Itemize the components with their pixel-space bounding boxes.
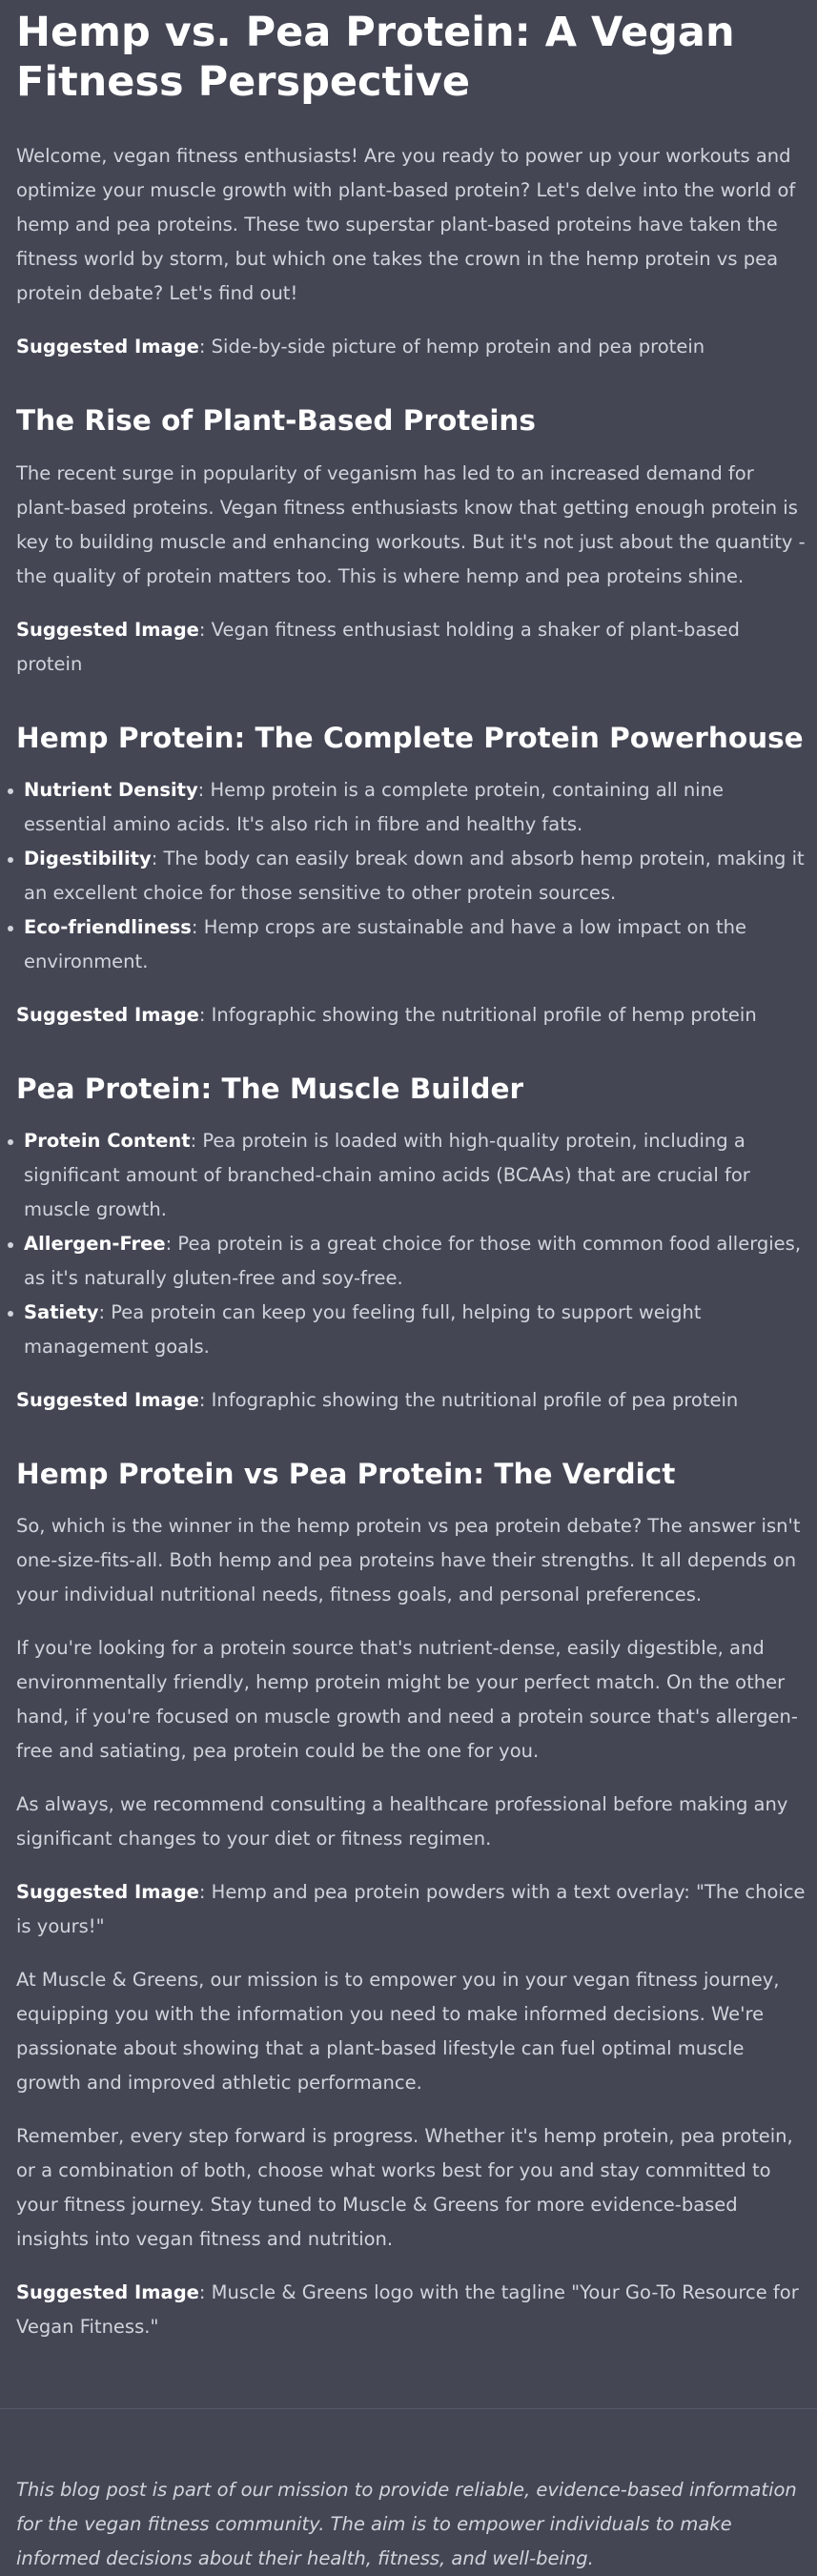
list-item-term: Allergen-Free — [24, 1233, 166, 1255]
section-heading-rise: The Rise of Plant-Based Proteins — [16, 404, 536, 437]
divider — [0, 2408, 817, 2409]
list-item-text: : Pea protein can keep you feeling full, helping to support weight management goals. — [24, 1301, 702, 1358]
list-item-text: : Pea protein is a great choice for those with common food allergies, as it's naturally gluten-free and soy-free. — [24, 1233, 802, 1289]
hemp-benefits-list — [16, 773, 806, 979]
list-item — [16, 1296, 806, 1364]
list-item-term: Digestibility — [24, 848, 152, 869]
suggested-image-text: : Infographic showing the nutritional profile of hemp protein — [198, 1004, 757, 1026]
rise-paragraph: The recent surge in popularity of veganism has led to an increased demand for plant-based proteins. Vegan fitness enthusiasts know that getting enough protein is key to building muscle and enhancing workouts. But it's not just about the quantity - the quality of protein matters too. This is where hemp and pea proteins shine. — [16, 462, 806, 587]
article-title: Hemp vs. Pea Protein: A Vegan Fitness Perspective — [16, 9, 735, 106]
list-item-term: Eco-friendliness — [24, 916, 192, 938]
suggested-image-3 — [16, 998, 806, 1032]
suggested-image-4 — [16, 1383, 806, 1418]
suggested-image-text: : Infographic showing the nutritional profile of pea protein — [198, 1389, 739, 1411]
list-item-term: Nutrient Density — [24, 779, 198, 801]
suggested-image-label: Suggested Image — [16, 619, 199, 641]
intro-paragraph: Welcome, vegan fitness enthusiasts! Are you ready to power up your workouts and optimize your muscle growth with plant-based protein? Let's delve into the world of hemp and pea proteins. These two superstar plant-based proteins have taken the fitness world by storm, but which one takes the crown in the hemp protein vs pea protein debate? Let's find out! — [16, 145, 796, 304]
closing-paragraph-2: Remember, every step forward is progress. Whether it's hemp protein, pea protein, or a combination of both, choose what works best for you and stay committed to your fitness journey. Stay tuned to Muscle & Greens for more evidence-based insights into vegan fitness and nutrition. — [16, 2125, 793, 2250]
verdict-paragraph-1: So, which is the winner in the hemp protein vs pea protein debate? The answer isn't one-size-fits-all. Both hemp and pea proteins have their strengths. It all depends on your individual nutritional needs, fitness goals, and personal preferences. — [16, 1515, 801, 1605]
list-item-text: : The body can easily break down and absorb hemp protein, making it an excellent choice for those sensitive to other protein sources. — [24, 848, 805, 904]
list-item-text: : Hemp crops are sustainable and have a low impact on the environment. — [24, 916, 746, 972]
footer-note: This blog post is part of our mission to provide reliable, evidence-based information for the vegan fitness community. The aim is to empower individuals to make informed decisions about their health, fitness, and well-being. — [16, 2479, 797, 2569]
closing-paragraph-1: At Muscle & Greens, our mission is to empower you in your vegan fitness journey, equipping you with the information you need to make informed decisions. We're passionate about showing that a plant-based lifestyle can fuel optimal muscle growth and improved athletic performance. — [16, 1969, 780, 2094]
list-item — [16, 1227, 806, 1296]
list-item-text: : Pea protein is loaded with high-quality protein, including a significant amount of branched-chain amino acids (BCAAs) that are crucial for muscle growth. — [24, 1130, 750, 1220]
section-heading-pea: Pea Protein: The Muscle Builder — [16, 1073, 524, 1105]
verdict-paragraph-3: As always, we recommend consulting a healthcare professional before making any significant changes to your diet or fitness regimen. — [16, 1793, 788, 1850]
list-item — [16, 910, 806, 979]
section-heading-verdict: Hemp Protein vs Pea Protein: The Verdict — [16, 1458, 676, 1490]
list-item-term: Satiety — [24, 1301, 99, 1323]
section-heading-hemp: Hemp Protein: The Complete Protein Powerhouse — [16, 722, 804, 754]
suggested-image-label: Suggested Image — [16, 2281, 199, 2303]
suggested-image-text: : Side-by-side picture of hemp protein and pea protein — [198, 336, 705, 358]
suggested-image-1 — [16, 330, 806, 364]
pea-benefits-list — [16, 1124, 806, 1364]
suggested-image-label: Suggested Image — [16, 1389, 199, 1411]
list-item — [16, 842, 806, 910]
list-item — [16, 1124, 806, 1227]
article — [0, 6, 817, 2576]
suggested-image-text: : Hemp and pea protein powders with a text overlay: "The choice is yours!" — [16, 1881, 806, 1937]
verdict-paragraph-2: If you're looking for a protein source that's nutrient-dense, easily digestible, and environmentally friendly, hemp protein might be your perfect match. On the other hand, if you're focused on muscle growth and need a protein source that's allergen-free and satiating, pea protein could be the one for you. — [16, 1637, 798, 1762]
list-item — [16, 773, 806, 842]
list-item-text: : Hemp protein is a complete protein, containing all nine essential amino acids. It's also rich in fibre and healthy fats. — [24, 779, 724, 835]
suggested-image-label: Suggested Image — [16, 336, 199, 358]
list-item-term: Protein Content — [24, 1130, 191, 1152]
suggested-image-label: Suggested Image — [16, 1881, 199, 1903]
suggested-image-text: : Muscle & Greens logo with the tagline "Your Go-To Resource for Vegan Fitness." — [16, 2281, 799, 2338]
suggested-image-6 — [16, 2276, 806, 2344]
suggested-image-2 — [16, 613, 806, 682]
suggested-image-label: Suggested Image — [16, 1004, 199, 1026]
suggested-image-5 — [16, 1875, 806, 1944]
suggested-image-text: : Vegan fitness enthusiast holding a shaker of plant-based protein — [16, 619, 740, 675]
